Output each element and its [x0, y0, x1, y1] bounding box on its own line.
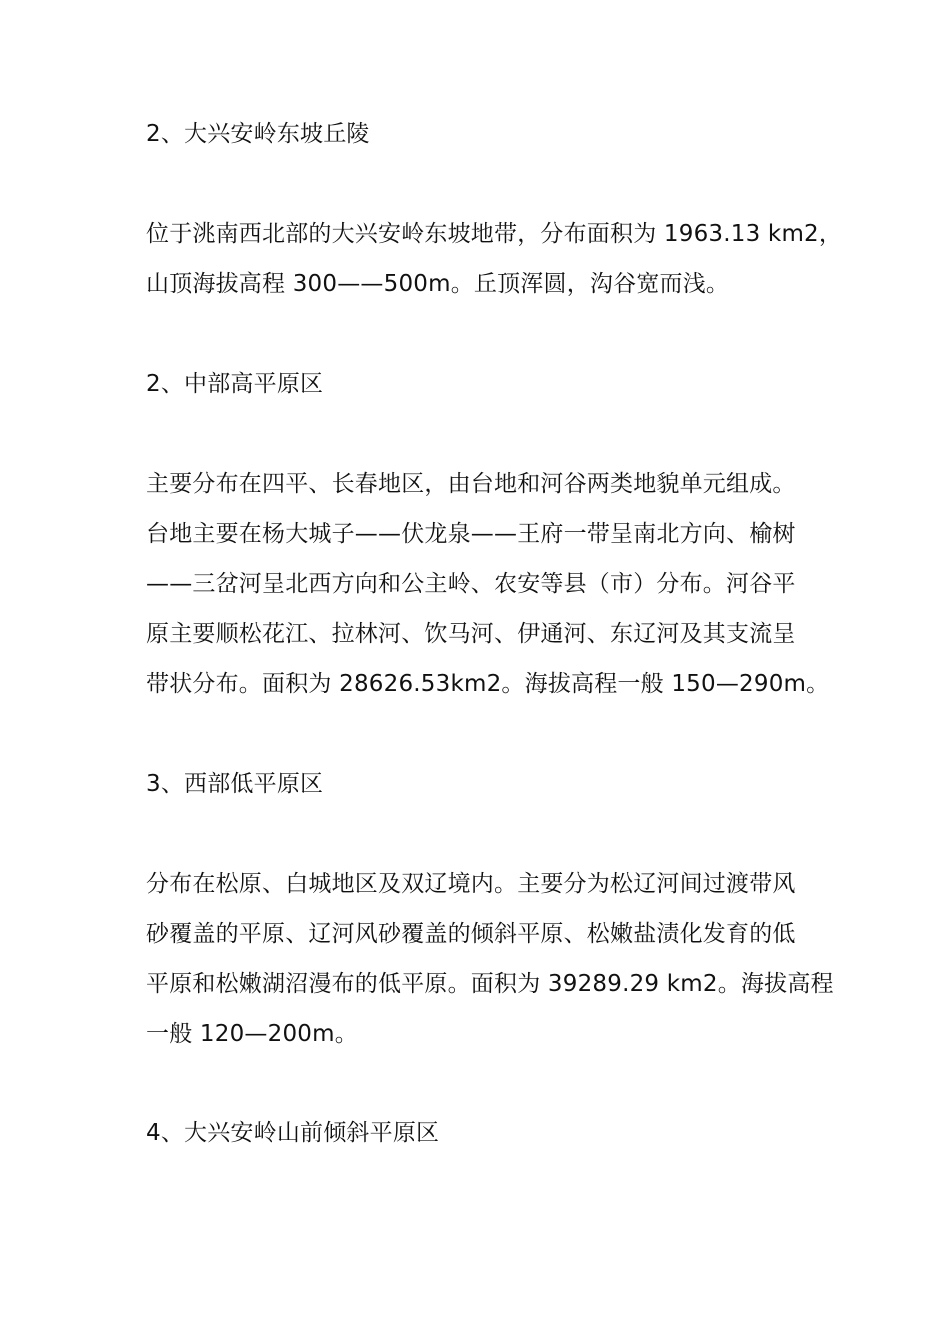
paragraph-line: 砂覆盖的平原、辽河风砂覆盖的倾斜平原、松嫩盐渍化发育的低	[146, 921, 796, 947]
section-heading: 2、中部高平原区	[146, 371, 324, 397]
paragraph-line: 位于洮南西北部的大兴安岭东坡地带，分布面积为 1963.13 km2，	[146, 221, 843, 247]
paragraph-line: ——三岔河呈北西方向和公主岭、农安等县（市）分布。河谷平	[146, 571, 796, 597]
paragraph-line: 原主要顺松花江、拉林河、饮马河、伊通河、东辽河及其支流呈	[146, 621, 796, 647]
paragraph-line: 主要分布在四平、长春地区，由台地和河谷两类地貌单元组成。	[146, 471, 796, 497]
paragraph-line: 平原和松嫩湖沼漫布的低平原。面积为 39289.29 km2。海拔高程	[146, 971, 834, 997]
paragraph-line: 山顶海拔高程 300——500m。丘顶浑圆，沟谷宽而浅。	[146, 271, 730, 297]
section-heading: 4、大兴安岭山前倾斜平原区	[146, 1120, 440, 1146]
paragraph-line: 分布在松原、白城地区及双辽境内。主要分为松辽河间过渡带风	[146, 871, 796, 897]
section-heading: 2、大兴安岭东坡丘陵	[146, 121, 370, 147]
paragraph-line: 带状分布。面积为 28626.53km2。海拔高程一般 150—290m。	[146, 671, 830, 697]
paragraph-line: 台地主要在杨大城子——伏龙泉——王府一带呈南北方向、榆树	[146, 521, 796, 547]
paragraph-line: 一般 120—200m。	[146, 1021, 358, 1047]
section-heading: 3、西部低平原区	[146, 771, 324, 797]
